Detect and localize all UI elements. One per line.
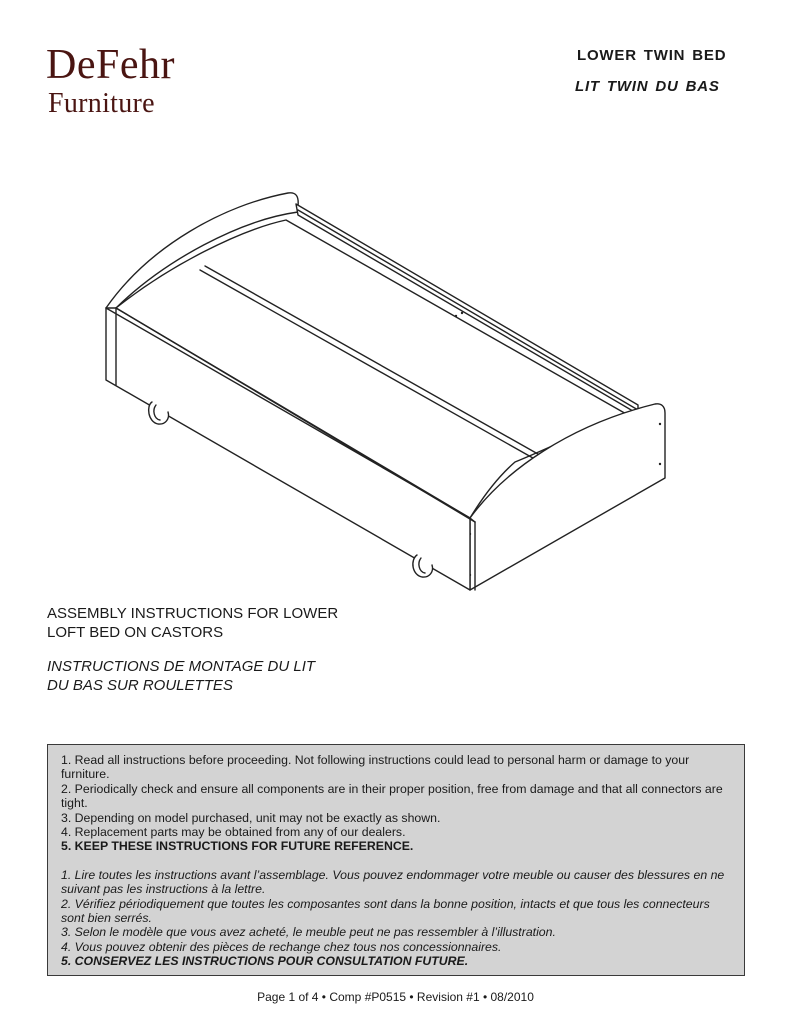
back-rail-screw — [461, 312, 463, 314]
assembly-heading-fr-line: INSTRUCTIONS DE MONTAGE DU LIT — [47, 658, 316, 675]
page-footer: Page 1 of 4 • Comp #P0515 • Revision #1 • 08/2010 — [257, 990, 534, 1004]
notice-item-en: 4. Replacement parts may be obtained from any of our dealers. — [61, 825, 406, 840]
notice-item-en-keep: 5. KEEP THESE INSTRUCTIONS FOR FUTURE REFERENCE. — [61, 839, 414, 854]
product-title-fr: LIT TWIN DU BAS — [575, 78, 720, 95]
brand-subname: Furniture — [48, 88, 155, 119]
notice-item-en: 3. Depending on model purchased, unit may not be exactly as shown. — [61, 810, 441, 825]
notice-item-en: 2. Periodically check and ensure all components are in their proper position, free from damage and that all connectors are tight. — [61, 781, 723, 811]
brand-logo — [46, 44, 175, 118]
notice-item-en: 1. Read all instructions before proceeding. Not following instructions could lead to personal harm or damage to your furniture. — [61, 753, 690, 782]
safety-notice-box — [47, 744, 745, 976]
notice-item-fr: 2. Vérifiez périodiquement que toutes les composantes sont dans la bonne position, intacts et que tous les connecteurs sont bien serrés. — [61, 896, 710, 926]
notice-item-fr: 4. Vous pouvez obtenir des pièces de rechange chez tous nos concessionnaires. — [61, 939, 502, 954]
bed-illustration — [100, 185, 675, 595]
end-board-screw — [659, 463, 661, 465]
notice-item-fr-keep: 5. CONSERVEZ LES INSTRUCTIONS POUR CONSULTATION FUTURE. — [61, 954, 469, 969]
notice-item-fr: 3. Selon le modèle que vous avez acheté, le meuble peut ne pas ressembler à l’illustration. — [61, 925, 556, 940]
product-title-en: LOWER TWIN BED — [577, 47, 727, 64]
notice-item-fr: 1. Lire toutes les instructions avant l’assemblage. Vous pouvez endommager votre meuble ou causer des blessures en ne suivant pas les instructions à la lettre. — [61, 867, 725, 897]
assembly-heading-fr-line: DU BAS SUR ROULETTES — [47, 677, 233, 694]
assembly-heading-en-line: LOFT BED ON CASTORS — [47, 624, 224, 641]
assembly-heading-en-line: ASSEMBLY INSTRUCTIONS FOR LOWER — [47, 605, 339, 622]
assembly-heading-fr — [47, 657, 315, 695]
notice-spacer — [61, 854, 731, 868]
brand-name: DeFehr — [46, 42, 175, 88]
assembly-heading-en — [47, 604, 338, 642]
end-board-screw — [659, 423, 661, 425]
